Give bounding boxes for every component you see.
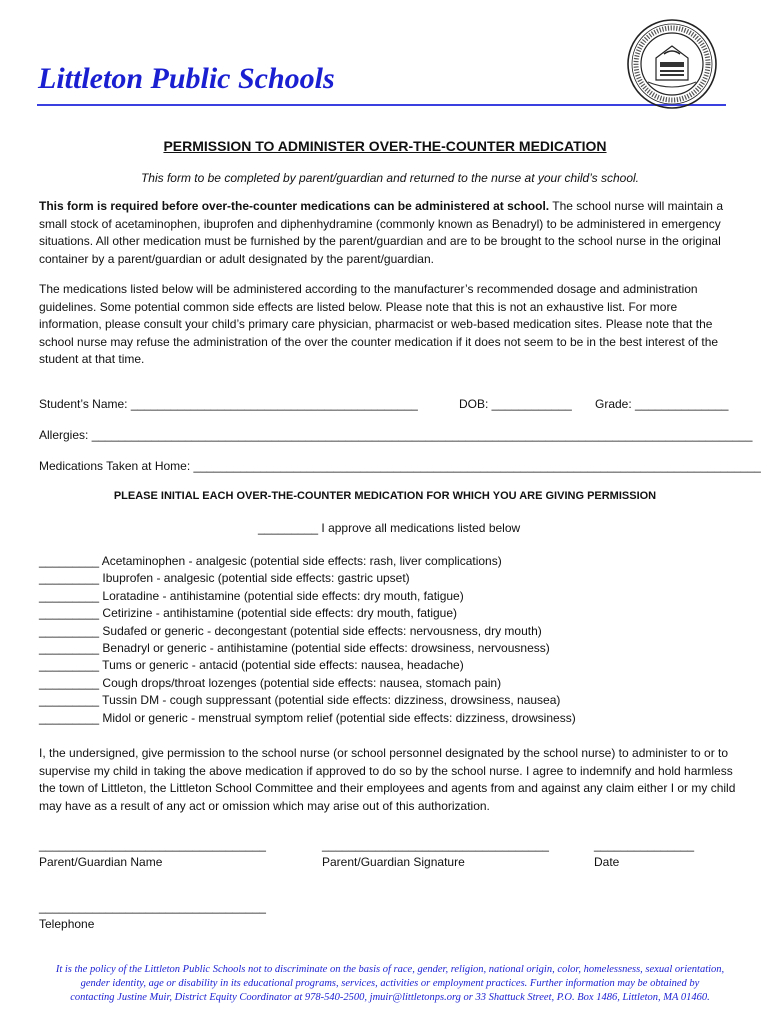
telephone-line[interactable]: __________________________________: [39, 900, 266, 914]
medication-item[interactable]: _________ Benadryl or generic - antihistamine (potential side effects: drowsiness, nervousness): [39, 640, 550, 655]
telephone-label: Telephone: [39, 917, 95, 931]
dosage-paragraph: The medications listed below will be administered according to the manufacturer’s recommended dosage and administration guidelines. Some potential common side effects are listed below. Please note that this is not an exhaustive list. For more information, please consult your child’s primary care physician, pharmacist or web-based medication sites. Please note that the school nurse may refuse the administration of the over the counter medication if it does not seem to be in the best interest of the student at that time.: [39, 282, 719, 366]
student-name-field[interactable]: Student’s Name: ___________________________________________: [39, 397, 418, 411]
date-label: Date: [594, 855, 620, 869]
grade-field[interactable]: Grade: ______________: [595, 397, 729, 411]
medication-item[interactable]: _________ Midol or generic - menstrual symptom relief (potential side effects: dizziness, drowsiness): [39, 710, 576, 725]
school-name: Littleton Public Schools: [38, 62, 335, 95]
medication-item[interactable]: _________ Loratadine - antihistamine (potential side effects: dry mouth, fatigue): [39, 588, 464, 603]
footer-line: contacting Justine Muir, District Equity Coordinator at 978-540-2500, jmuir@littletonps.org or 33 Shattuck Street, P.O. Box 1486, Littleton, MA 01460.: [70, 992, 710, 1003]
parent-signature-line[interactable]: __________________________________: [322, 838, 549, 852]
permission-heading: PLEASE INITIAL EACH OVER-THE-COUNTER MEDICATION FOR WHICH YOU ARE GIVING PERMISSION: [113, 490, 657, 502]
medication-item[interactable]: _________ Cough drops/throat lozenges (potential side effects: nausea, stomach pain): [39, 675, 502, 690]
nondiscrimination-footer: [20, 963, 760, 1005]
intro-bold-text: This form is required before over-the-counter medications can be administered at school.: [39, 199, 550, 213]
medication-item[interactable]: _________ Cetirizine - antihistamine (potential side effects: dry mouth, fatigue): [39, 606, 458, 621]
intro-text: The school nurse will maintain a small stock of acetaminophen, ibuprofen and diphenhydramine (commonly known as Benadryl) to be administered in emergency situations. All other medication must be furnished by the parent/guardian and are to be brought to the school nurse in the original container by a parent/guardian or adult designated by the parent/guardian.: [39, 199, 723, 266]
medication-item[interactable]: _________ Tussin DM - cough suppressant (potential side effects: dizziness, drowsiness, nausea): [39, 693, 561, 708]
title-divider: [37, 104, 726, 106]
parent-name-label: Parent/Guardian Name: [39, 855, 163, 869]
parent-signature-label: Parent/Guardian Signature: [322, 855, 465, 869]
date-line[interactable]: _______________: [594, 838, 695, 852]
town-seal-icon: [626, 18, 718, 110]
footer-line: It is the policy of the Littleton Public Schools not to discriminate on the basis of race, gender, religion, national origin, color, homelessness, sexual orientation,: [55, 964, 725, 975]
allergies-field[interactable]: Allergies: ___________________________________________________________________________________________________: [39, 428, 753, 442]
medication-item[interactable]: _________ Ibuprofen - analgesic (potential side effects: gastric upset): [39, 571, 410, 586]
home-medications-field[interactable]: Medications Taken at Home: _____________________________________________________________________________________: [39, 459, 761, 473]
parent-name-line[interactable]: __________________________________: [39, 838, 266, 852]
intro-paragraph: [39, 198, 739, 268]
medication-list: [39, 553, 576, 727]
form-subtitle: This form to be completed by parent/guardian and returned to the nurse at your child’s school.: [140, 171, 640, 185]
dob-field[interactable]: DOB: ____________: [459, 397, 572, 411]
medication-item[interactable]: _________ Acetaminophen - analgesic (potential side effects: rash, liver complications): [39, 554, 502, 568]
form-title: PERMISSION TO ADMINISTER OVER-THE-COUNTER MEDICATION: [163, 138, 607, 154]
approve-all-field[interactable]: _________ I approve all medications listed below: [258, 521, 521, 535]
footer-line: gender identity, age or disability in its educational programs, services, activities or employment practices. Further information may be obtained by: [80, 978, 700, 989]
medication-item[interactable]: _________ Sudafed or generic - decongestant (potential side effects: nervousness, dry mouth): [39, 623, 542, 638]
authorization-paragraph: I, the undersigned, give permission to the school nurse (or school personnel designated by the school nurse) to administer to or to supervise my child in taking the above medication if approved to do so by the school nurse. I agree to indemnify and hold harmless the town of Littleton, the Littleton School Committee and their employees and agents from and against any claim either I or my child may have as a result of any act or omission which may arise out of this authorization.: [39, 746, 736, 813]
medication-item[interactable]: _________ Tums or generic - antacid (potential side effects: nausea, headache): [39, 658, 464, 673]
